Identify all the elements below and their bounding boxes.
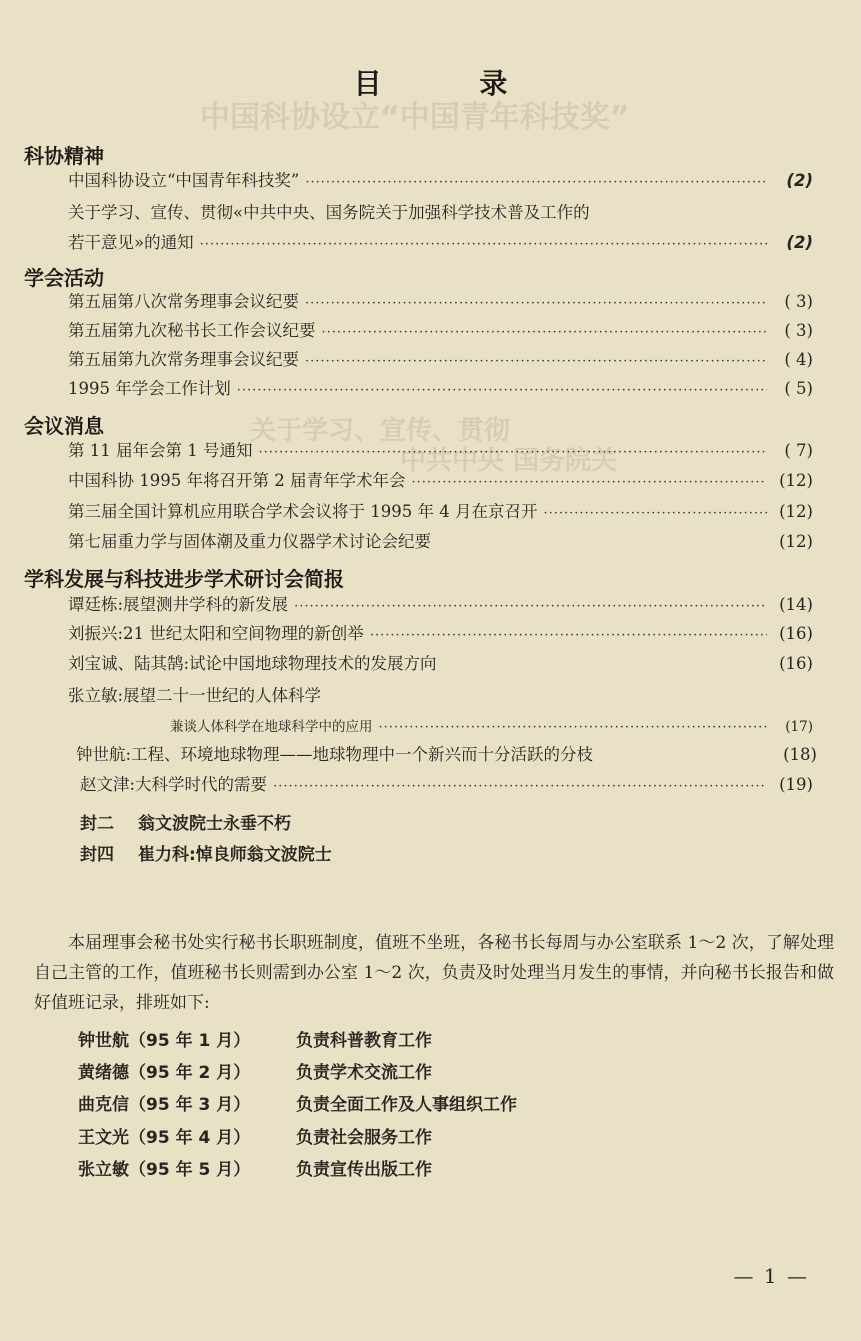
toc-entry-title: 刘振兴:21 世纪太阳和空间物理的新创举: [68, 624, 364, 643]
toc-entry-title: 中国科协设立“中国青年科技奖”: [68, 171, 300, 190]
toc-entry-page: (16): [779, 624, 813, 643]
leader-dots: [305, 351, 767, 373]
toc-entry-title: 第五届第九次常务理事会议纪要: [68, 350, 299, 369]
toc-entry[interactable]: [68, 594, 813, 618]
toc-entry[interactable]: [170, 716, 813, 739]
leader-dots: [543, 503, 767, 525]
bleed-through-text: 关于学习、宣传、贯彻: [250, 416, 511, 446]
toc-entry-page: (19): [779, 775, 813, 794]
duty-name: 曲克信（95 年 3 月）: [78, 1095, 251, 1115]
toc-entry-title: 第五届第八次常务理事会议纪要: [68, 292, 299, 311]
section-heading-xueke-fazhan: 学科发展与科技进步学术研讨会简报: [24, 567, 344, 591]
toc-entry-page: (16): [779, 654, 813, 673]
toc-entry-page: ( 4): [784, 350, 813, 369]
toc-entry-title: 1995 年学会工作计划: [68, 379, 231, 398]
notice-paragraph: [34, 928, 834, 1018]
toc-entry-title: 赵文津:大科学时代的需要: [80, 775, 268, 794]
duty-row: [78, 1155, 432, 1180]
cover-entry[interactable]: [80, 809, 291, 834]
toc-entry-page: (2): [786, 233, 813, 252]
toc-entry-title: 中国科协 1995 年将召开第 2 届青年学术年会: [68, 471, 406, 490]
bleed-through-text: 中国科协设立“中国青年科技奖”: [200, 100, 630, 135]
duty-name: 黄绪德（95 年 2 月）: [78, 1063, 251, 1083]
toc-entry[interactable]: [68, 320, 813, 344]
cover-entry[interactable]: [80, 840, 332, 865]
toc-entry[interactable]: [68, 291, 813, 315]
section-heading-kexie-jingshen: 科协精神: [24, 144, 104, 168]
toc-entry-title: 第七届重力学与固体潮及重力仪器学术讨论会纪要: [68, 532, 431, 551]
toc-entry-page: ( 3): [784, 321, 813, 340]
toc-entry-title: 刘宝诚、陆其鹄:试论中国地球物理技术的发展方向: [68, 654, 437, 673]
toc-entry[interactable]: [68, 378, 813, 402]
section-heading-xuehui-huodong: 学会活动: [24, 266, 104, 290]
toc-entry-title: 第 11 届年会第 1 号通知: [68, 441, 253, 460]
cover-title: 崔力科:悼良师翁文波院士: [138, 845, 332, 865]
toc-entry[interactable]: [68, 232, 813, 256]
toc-entry[interactable]: [68, 501, 813, 525]
notice-text: 本届理事会秘书处实行秘书长职班制度，值班不坐班，各秘书长每周与办公室联系 1～2 次，了解处理自己主管的工作，值班秘书长则需到办公室 1～2 次，负责及时处理当月发生的事情，并向秘书长报告和做好值班记录，排班如下:: [34, 933, 834, 1013]
duty-task: 负责学术交流工作: [296, 1063, 432, 1083]
toc-entry-title: 第三届全国计算机应用联合学术会议将于 1995 年 4 月在京召开: [68, 502, 538, 521]
toc-entry-page: ( 3): [784, 292, 813, 311]
duty-task: 负责社会服务工作: [296, 1128, 432, 1148]
toc-entry-title: 若干意见»的通知: [68, 233, 194, 252]
leader-dots: [370, 625, 767, 647]
leader-dots: [322, 322, 768, 344]
duty-task: 负责宣传出版工作: [296, 1160, 432, 1180]
bleed-through-text: 中共中央 国务院关: [400, 446, 618, 476]
leader-dots: [294, 596, 767, 618]
cover-label: 封四: [80, 845, 114, 865]
duty-row: [78, 1026, 432, 1051]
leader-dots: [379, 717, 768, 739]
toc-entry-page: ( 7): [784, 441, 813, 460]
toc-entry[interactable]: [68, 653, 813, 677]
page-number: — 1 —: [733, 1264, 809, 1288]
cover-label: 封二: [80, 814, 114, 834]
toc-entry-page: (2): [786, 171, 813, 190]
leader-dots: [411, 472, 767, 494]
toc-entry-page: ( 5): [784, 379, 813, 398]
toc-entry[interactable]: [76, 744, 817, 768]
leader-dots: [237, 380, 767, 402]
cover-title: 翁文波院士永垂不朽: [138, 814, 291, 834]
leader-dots: [273, 776, 767, 798]
toc-entry-title: 钟世航:工程、环境地球物理——地球物理中一个新兴而十分活跃的分枝: [76, 745, 594, 764]
duty-name: 钟世航（95 年 1 月）: [78, 1031, 251, 1051]
section-heading-huiyi-xiaoxi: 会议消息: [24, 414, 104, 438]
toc-entry-title-line1: 张立敏:展望二十一世纪的人体科学: [68, 686, 322, 705]
toc-entry[interactable]: [80, 774, 813, 798]
toc-entry[interactable]: [68, 623, 813, 647]
duty-name: 王文光（95 年 4 月）: [78, 1128, 251, 1148]
duty-name: 张立敏（95 年 5 月）: [78, 1160, 251, 1180]
toc-entry-page: (12): [779, 471, 813, 490]
toc-entry[interactable]: [68, 170, 813, 194]
duty-task: 负责科普教育工作: [296, 1031, 432, 1051]
leader-dots: [305, 172, 767, 194]
toc-entry-subtitle: 兼谈人体科学在地球科学中的应用: [170, 719, 373, 735]
toc-entry-title-line1: 关于学习、宣传、贯彻«中共中央、国务院关于加强科学技术普及工作的: [68, 203, 590, 222]
duty-row: [78, 1058, 432, 1083]
page-title: 目 录: [353, 67, 552, 100]
toc-entry-page: (17): [785, 719, 813, 735]
toc-entry-title: 谭廷栋:展望测井学科的新发展: [68, 595, 289, 614]
toc-entry[interactable]: [68, 531, 813, 555]
toc-entry-page: (12): [779, 502, 813, 521]
toc-entry-page: (14): [779, 595, 813, 614]
toc-entry[interactable]: [68, 349, 813, 373]
toc-entry-title: 第五届第九次秘书长工作会议纪要: [68, 321, 316, 340]
duty-task: 负责全面工作及人事组织工作: [296, 1095, 517, 1115]
leader-dots: [200, 234, 767, 256]
toc-entry[interactable]: [68, 440, 813, 464]
toc-entry[interactable]: [68, 470, 813, 494]
leader-dots: [305, 293, 767, 315]
toc-entry-page: (18): [783, 745, 817, 764]
leader-dots: [258, 442, 767, 464]
toc-entry-page: (12): [779, 532, 813, 551]
duty-row: [78, 1090, 517, 1115]
duty-row: [78, 1123, 432, 1148]
